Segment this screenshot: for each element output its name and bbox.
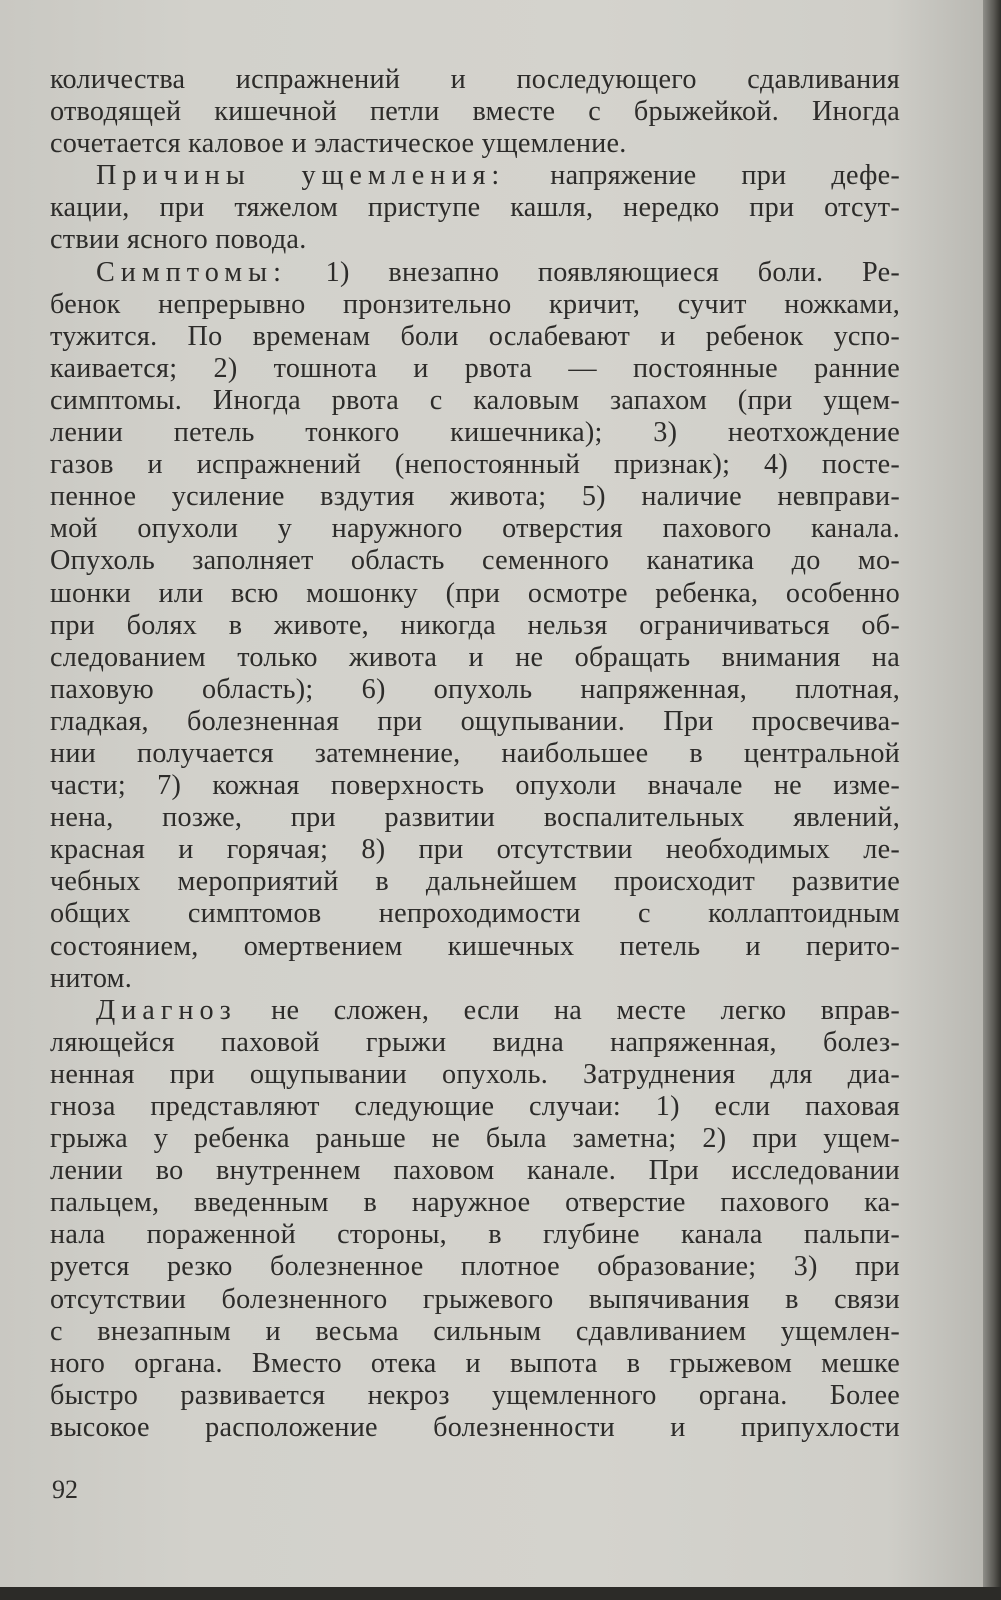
text-line: при болях в животе, никогда нельзя ограничиваться об- — [50, 609, 900, 641]
text-line — [50, 257, 900, 289]
text-line: кации, при тяжелом приступе кашля, нередко при отсут- — [50, 192, 900, 224]
text-line: следованием только живота и не обращать внимания на — [50, 641, 900, 673]
text-line: лении во внутреннем паховом канале. При исследовании — [50, 1155, 900, 1187]
text-line: шонки или всю мошонку (при осмотре ребенка, особенно — [50, 577, 900, 609]
text-line: симптомы. Иногда рвота с каловым запахом (при ущем- — [50, 384, 900, 416]
text-line: грыжа у ребенка раньше не была заметна; 2) при ущем- — [50, 1123, 900, 1155]
text-line: высокое расположение болезненности и припухлости — [50, 1411, 900, 1443]
page-edge-shadow — [983, 0, 1001, 1600]
text-line: гладкая, болезненная при ощупывании. При просвечива- — [50, 705, 900, 737]
text-line: ного органа. Вместо отека и выпота в грыжевом мешке — [50, 1347, 900, 1379]
text-line: с внезапным и весьма сильным сдавливанием ущемлен- — [50, 1315, 900, 1347]
text-line: состоянием, омертвением кишечных петель и перито- — [50, 930, 900, 962]
text-line: мой опухоли у наружного отверстия пахового канала. — [50, 513, 900, 545]
text-line: Опухоль заполняет область семенного канатика до мо- — [50, 545, 900, 577]
text-line: ненная при ощупывании опухоль. Затруднения для диа- — [50, 1058, 900, 1090]
text-line: отводящей кишечной петли вместе с брыжейкой. Иногда — [50, 96, 900, 128]
spaced-term-symptoms: Симптомы: — [96, 256, 287, 288]
page-number: 92 — [52, 1475, 78, 1504]
text-line — [50, 160, 900, 192]
text-line: общих симптомов непроходимости с коллаптоидным — [50, 898, 900, 930]
text-fragment: не сложен, если на месте легко вправ- — [271, 994, 900, 1026]
spaced-term-diagnosis: Диагноз — [96, 994, 237, 1026]
text-line: количества испражнений и последующего сдавливания — [50, 64, 900, 95]
page-bottom-edge — [0, 1587, 1001, 1600]
text-fragment: 1) внезапно появляющиеся боли. Ре- — [325, 256, 901, 288]
text-line: части; 7) кожная поверхность опухоли вначале не изме- — [50, 770, 900, 802]
text-line: нала пораженной стороны, в глубине канала пальпи- — [50, 1219, 900, 1251]
text-line: нии получается затемнение, наибольшее в центральной — [50, 737, 900, 769]
text-line: нена, позже, при развитии воспалительных явлений, — [50, 802, 900, 834]
text-line — [50, 995, 900, 1027]
text-line: ствии ясного повода. — [50, 224, 307, 256]
text-line: руется резко болезненное плотное образование; 3) при — [50, 1251, 900, 1283]
spaced-term-causes: Причины ущемления: — [96, 160, 506, 192]
text-line: ляющейся паховой грыжи видна напряженная, болез- — [50, 1026, 900, 1058]
text-line: чебных мероприятий в дальнейшем происходит развитие — [50, 866, 900, 898]
body-text — [50, 64, 900, 1444]
text-line: газов и испражнений (непостоянный признак); 4) посте- — [50, 449, 900, 481]
text-line: отсутствии болезненного грыжевого выпячивания в связи — [50, 1283, 900, 1315]
text-line: нитом. — [50, 962, 133, 994]
text-line: паховую область); 6) опухоль напряженная, плотная, — [50, 673, 900, 705]
text-line: каивается; 2) тошнота и рвота — постоянные ранние — [50, 352, 900, 384]
text-line: пальцем, введенным в наружное отверстие пахового ка- — [50, 1187, 900, 1219]
text-line: быстро развивается некроз ущемленного органа. Более — [50, 1379, 900, 1411]
text-line: лении петель тонкого кишечника); 3) неотхождение — [50, 417, 900, 449]
text-line: красная и горячая; 8) при отсутствии необходимых ле- — [50, 834, 900, 866]
text-line: гноза представляют следующие случаи: 1) если паховая — [50, 1091, 900, 1122]
text-line: пенное усиление вздутия живота; 5) наличие невправи- — [50, 481, 900, 513]
text-line: сочетается каловое и эластическое ущемление. — [50, 128, 627, 160]
text-fragment: напряжение при дефе- — [550, 160, 900, 192]
text-line: тужится. По временам боли ослабевают и ребенок успо- — [50, 320, 900, 352]
text-line: бенок непрерывно пронзительно кричит, сучит ножками, — [50, 288, 900, 320]
